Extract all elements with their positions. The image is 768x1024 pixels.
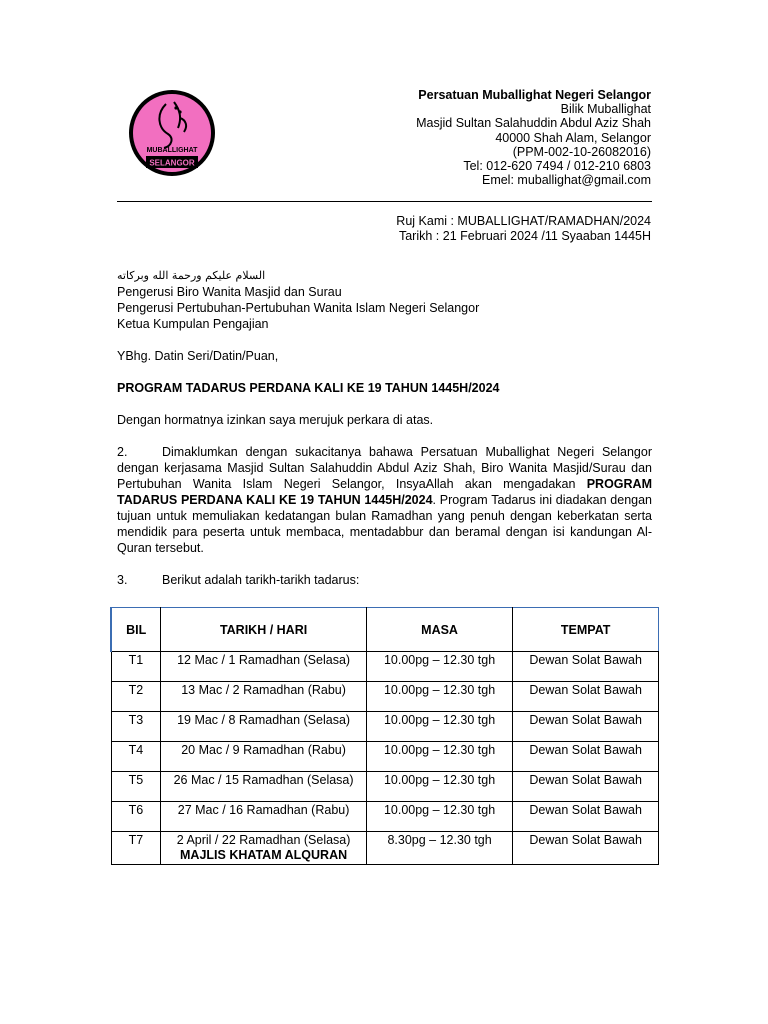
cell-masa: 10.00pg – 12.30 tgh [366,742,513,772]
letter-date: Tarikh : 21 Februari 2024 /11 Syaaban 1445H [398,229,651,243]
header-divider [117,201,652,202]
table-row [111,772,659,802]
cell-tarikh: 19 Mac / 8 Ramadhan (Selasa) [161,712,366,742]
cell-tarikh: 13 Mac / 2 Ramadhan (Rabu) [161,682,366,712]
table-row [111,802,659,832]
khatam-note: MAJLIS KHATAM ALQURAN [180,848,348,862]
org-line: Tel: 012-620 7494 / 012-210 6803 [463,159,651,174]
muballighat-logo [128,88,216,178]
salam-greeting: السلام عليكم ورحمة الله وبركاته [117,269,266,282]
paragraph-2-number: 2. [117,445,128,459]
org-line: Bilik Muballighat [560,102,651,117]
cell-tarikh: 26 Mac / 15 Ramadhan (Selasa) [161,772,366,802]
recipient-line: Pengerusi Biro Wanita Masjid dan Surau [117,285,342,299]
cell-bil: T7 [111,832,161,865]
paragraph-2 [117,444,652,556]
org-line: 40000 Shah Alam, Selangor [495,130,651,145]
header-masa: MASA [366,608,513,652]
reference-number: Ruj Kami : MUBALLIGHAT/RAMADHAN/2024 [396,214,651,228]
header-tarikh-hari: TARIKH / HARI [161,608,366,652]
org-name: Persatuan Muballighat Negeri Selangor [418,88,651,102]
logo-text-bottom: SELANGOR [149,158,195,168]
logo-text-top: MUBALLIGHAT [146,147,198,154]
cell-tempat: Dewan Solat Bawah [513,652,659,682]
org-line: (PPM-002-10-26082016) [512,144,651,159]
cell-tempat: Dewan Solat Bawah [513,712,659,742]
table-header-row [111,608,659,652]
cell-masa: 8.30pg – 12.30 tgh [366,832,513,865]
table-row [111,682,659,712]
org-line: Masjid Sultan Salahuddin Abdul Aziz Shah [416,116,651,131]
cell-masa: 10.00pg – 12.30 tgh [366,802,513,832]
recipient-line: Ketua Kumpulan Pengajian [117,317,269,331]
cell-bil: T4 [111,742,161,772]
cell-masa: 10.00pg – 12.30 tgh [366,652,513,682]
paragraph-2-text-a: Dimaklumkan dengan sukacitanya bahawa Persatuan Muballighat Negeri Selangor dengan kerjasama Masjid Sultan Salahuddin Abdul Aziz Shah, Biro Wanita Masjid/Surau dan Pertubuhan Wanita Islam Negeri Selangor, InsyaAllah akan mengadakan [117,445,652,491]
cell-tarikh [161,832,366,865]
cell-tarikh: 27 Mac / 16 Ramadhan (Rabu) [161,802,366,832]
cell-tempat: Dewan Solat Bawah [513,832,659,865]
recipient-line: Pengerusi Pertubuhan-Pertubuhan Wanita Islam Negeri Selangor [117,301,480,315]
cell-tempat: Dewan Solat Bawah [513,742,659,772]
cell-bil: T5 [111,772,161,802]
table-row [111,652,659,682]
cell-bil: T3 [111,712,161,742]
org-email: Emel: muballighat@gmail.com [481,173,651,188]
cell-bil: T6 [111,802,161,832]
paragraph-2-text-b: . Program Tadarus ini diadakan dengan tujuan untuk memuliakan kedatangan bulan Ramadhan yang penuh dengan keberkatan serta mendidik para peserta untuk membaca, mentadabbur dan beramal dengan isi kandungan Al-Quran tersebut. [117,493,652,555]
cell-tarikh: 20 Mac / 9 Ramadhan (Rabu) [161,742,366,772]
paragraph-2-program-name: PROGRAM TADARUS PERDANA KALI KE 19 TAHUN 1445H/2024 [117,477,652,507]
schedule-table [110,607,659,865]
cell-masa: 10.00pg – 12.30 tgh [366,712,513,742]
cell-tempat: Dewan Solat Bawah [513,802,659,832]
letter-title: PROGRAM TADARUS PERDANA KALI KE 19 TAHUN 1445H/2024 [117,381,500,395]
cell-tempat: Dewan Solat Bawah [513,772,659,802]
cell-tarikh: 12 Mac / 1 Ramadhan (Selasa) [161,652,366,682]
paragraph-3-text: Berikut adalah tarikh-tarikh tadarus: [162,573,360,587]
org-address-block [416,88,651,187]
table-row [111,712,659,742]
header-bil: BIL [111,608,161,652]
salutation: YBhg. Datin Seri/Datin/Puan, [117,349,279,363]
paragraph-3-number: 3. [117,573,128,587]
cell-masa: 10.00pg – 12.30 tgh [366,682,513,712]
cell-masa: 10.00pg – 12.30 tgh [366,772,513,802]
letter-body [117,268,652,588]
cell-bil: T1 [111,652,161,682]
paragraph-3 [117,572,652,588]
cell-tarikh-text: 2 April / 22 Ramadhan (Selasa) [176,833,351,847]
intro-paragraph: Dengan hormatnya izinkan saya merujuk perkara di atas. [117,413,434,427]
reference-block [396,214,651,244]
table-row [111,832,659,865]
header-tempat: TEMPAT [513,608,659,652]
cell-bil: T2 [111,682,161,712]
table-row [111,742,659,772]
cell-tempat: Dewan Solat Bawah [513,682,659,712]
